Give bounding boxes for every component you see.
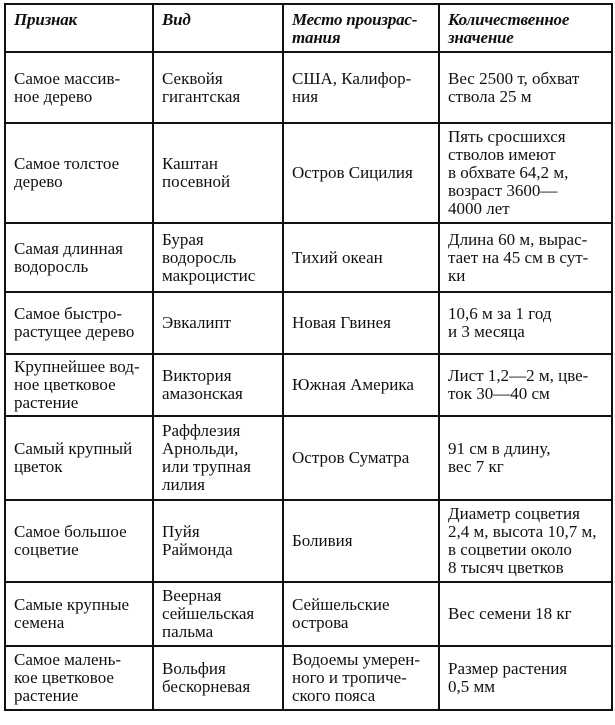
header-value: Количественное значение — [439, 4, 612, 52]
cell-value: 91 см в длину, вес 7 кг — [439, 416, 612, 500]
table-row — [5, 123, 612, 223]
cell-feature: Самое толстое дерево — [5, 123, 153, 223]
document-page — [4, 3, 611, 711]
table-row — [5, 582, 612, 646]
header-place: Место произрас- тания — [283, 4, 439, 52]
cell-species: Каштан посевной — [153, 123, 283, 223]
cell-place: Новая Гвинея — [283, 292, 439, 354]
cell-feature: Самая длинная водоросль — [5, 223, 153, 292]
cell-value: Лист 1,2—2 м, цве- ток 30—40 см — [439, 354, 612, 416]
table-row — [5, 354, 612, 416]
cell-feature: Самое массив- ное дерево — [5, 52, 153, 123]
cell-place: Остров Сицилия — [283, 123, 439, 223]
cell-value: Вес 2500 т, обхват ствола 25 м — [439, 52, 612, 123]
cell-value: Вес семени 18 кг — [439, 582, 612, 646]
cell-species: Веерная сейшельская пальма — [153, 582, 283, 646]
cell-species: Секвойя гигантская — [153, 52, 283, 123]
cell-feature: Самое быстро- растущее дерево — [5, 292, 153, 354]
cell-feature: Крупнейшее вод- ное цветковое растение — [5, 354, 153, 416]
cell-value: 10,6 м за 1 год и 3 месяца — [439, 292, 612, 354]
table-row — [5, 52, 612, 123]
cell-value: Диаметр соцветия 2,4 м, высота 10,7 м, в соцветии около 8 тысяч цветков — [439, 500, 612, 582]
table-row — [5, 416, 612, 500]
cell-place: Водоемы умерен- ного и тропиче- ского пояса — [283, 646, 439, 710]
cell-place: Тихий океан — [283, 223, 439, 292]
cell-place: Остров Суматра — [283, 416, 439, 500]
table-row — [5, 646, 612, 710]
table-header — [5, 4, 612, 52]
cell-feature: Самое большое соцветие — [5, 500, 153, 582]
cell-value: Пять сросшихся стволов имеют в обхвате 64,2 м, возраст 3600— 4000 лет — [439, 123, 612, 223]
table-body — [5, 52, 612, 710]
cell-species: Раффлезия Арнольди, или трупная лилия — [153, 416, 283, 500]
table-row — [5, 292, 612, 354]
cell-feature: Самые крупные семена — [5, 582, 153, 646]
header-row — [5, 4, 612, 52]
cell-species: Бурая водоросль макроцистис — [153, 223, 283, 292]
cell-species: Виктория амазонская — [153, 354, 283, 416]
table-row — [5, 223, 612, 292]
cell-feature: Самое малень- кое цветковое растение — [5, 646, 153, 710]
header-species: Вид — [153, 4, 283, 52]
cell-feature: Самый крупный цветок — [5, 416, 153, 500]
table-row — [5, 500, 612, 582]
cell-place: Сейшельские острова — [283, 582, 439, 646]
cell-species: Вольфия бескорневая — [153, 646, 283, 710]
cell-species: Эвкалипт — [153, 292, 283, 354]
cell-value: Размер растения 0,5 мм — [439, 646, 612, 710]
cell-value: Длина 60 м, вырас- тает на 45 см в сут- ки — [439, 223, 612, 292]
cell-place: Боливия — [283, 500, 439, 582]
cell-place: США, Калифор- ния — [283, 52, 439, 123]
cell-species: Пуйя Раймонда — [153, 500, 283, 582]
plant-records-table — [4, 3, 613, 711]
cell-place: Южная Америка — [283, 354, 439, 416]
header-feature: Признак — [5, 4, 153, 52]
